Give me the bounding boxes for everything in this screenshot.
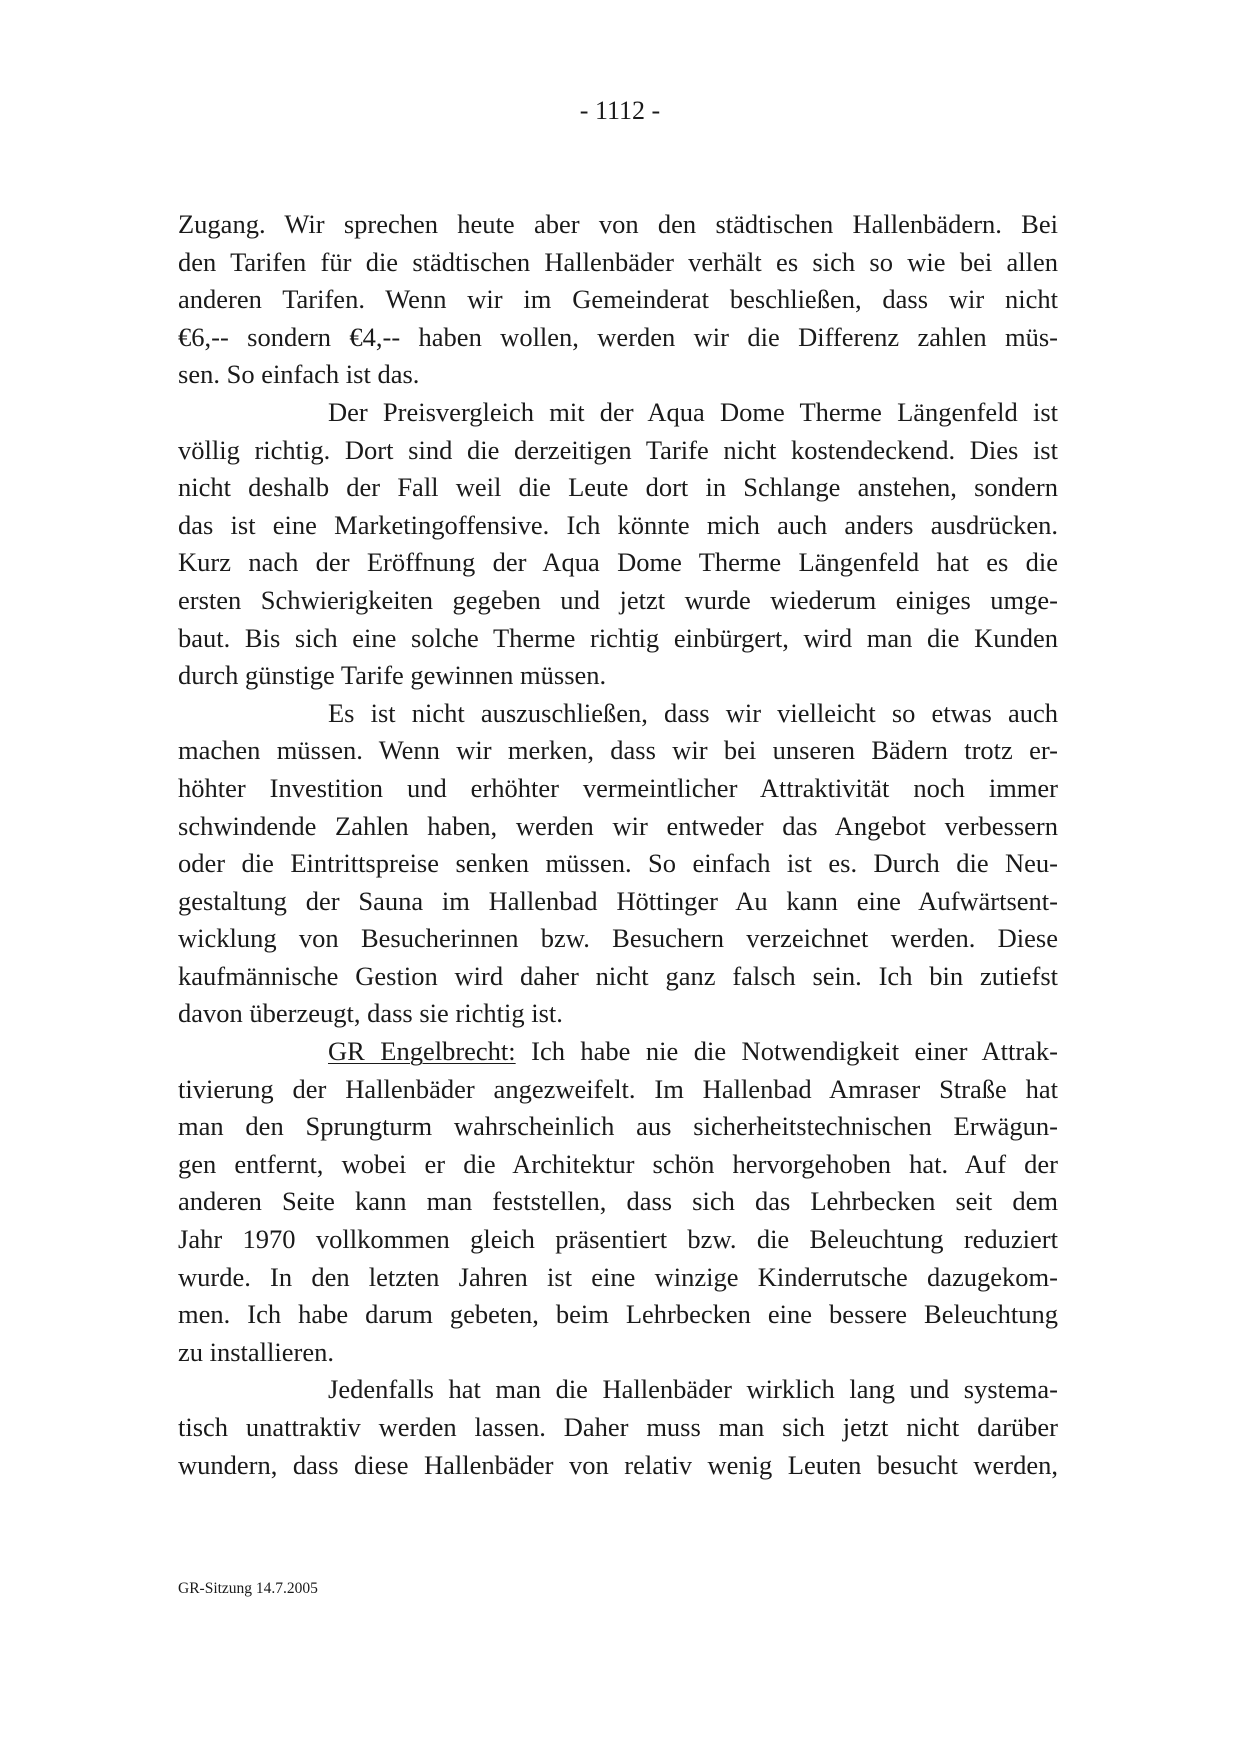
text-line: nicht deshalb der Fall weil die Leute dort in Schlange anstehen, sondern xyxy=(178,472,1058,503)
text-line: man den Sprungturm wahrscheinlich aus sicherheitstechnischen Erwägun- xyxy=(178,1111,1058,1142)
text-line: Es ist nicht auszuschließen, dass wir vielleicht so etwas auch xyxy=(328,697,1058,728)
footer-session-label: GR-Sitzung 14.7.2005 xyxy=(178,1580,318,1597)
text-line: Jedenfalls hat man die Hallenbäder wirklich lang und systema- xyxy=(328,1374,1058,1405)
text-line: höhter Investition und erhöhter vermeintlicher Attraktivität noch immer xyxy=(178,772,1058,803)
text-line: baut. Bis sich eine solche Therme richtig einbürgert, wird man die Kunden xyxy=(178,622,1058,653)
text-line: wurde. In den letzten Jahren ist eine winzige Kinderrutsche dazugekom- xyxy=(178,1261,1058,1292)
text-line: völlig richtig. Dort sind die derzeitigen Tarife nicht kostendeckend. Dies ist xyxy=(178,434,1058,465)
text-line: anderen Tarifen. Wenn wir im Gemeinderat beschließen, dass wir nicht xyxy=(178,284,1058,315)
text-line: tivierung der Hallenbäder angezweifelt. Im Hallenbad Amraser Straße hat xyxy=(178,1073,1058,1104)
text-line: gen entfernt, wobei er die Architektur schön hervorgehoben hat. Auf der xyxy=(178,1148,1058,1179)
text-line: kaufmännische Gestion wird daher nicht ganz falsch sein. Ich bin zutiefst xyxy=(178,960,1058,991)
text-line: ersten Schwierigkeiten gegeben und jetzt wurde wiederum einiges umge- xyxy=(178,584,1058,615)
text-line: davon überzeugt, dass sie richtig ist. xyxy=(178,998,563,1029)
page-number: - 1112 - xyxy=(579,96,661,125)
text-line: €6,-- sondern €4,-- haben wollen, werden wir die Differenz zahlen müs- xyxy=(178,321,1058,352)
text-line: wundern, dass diese Hallenbäder von relativ wenig Leuten besucht werden, xyxy=(178,1449,1058,1480)
text-line: Der Preisvergleich mit der Aqua Dome Therme Längenfeld ist xyxy=(328,396,1058,427)
text-line: gestaltung der Sauna im Hallenbad Höttinger Au kann eine Aufwärtsent- xyxy=(178,885,1058,916)
speaker-line xyxy=(178,1033,1058,1071)
text-line: Jahr 1970 vollkommen gleich präsentiert bzw. die Beleuchtung reduziert xyxy=(178,1224,1058,1255)
speaker-name: GR Engelbrecht: xyxy=(328,1036,516,1067)
text-line: das ist eine Marketingoffensive. Ich könnte mich auch anders ausdrücken. xyxy=(178,509,1058,540)
text-line: machen müssen. Wenn wir merken, dass wir bei unseren Bädern trotz er- xyxy=(178,735,1058,766)
text-line: tisch unattraktiv werden lassen. Daher muss man sich jetzt nicht darüber xyxy=(178,1412,1058,1442)
text-line: oder die Eintrittspreise senken müssen. So einfach ist es. Durch die Neu- xyxy=(178,848,1058,879)
body-text xyxy=(178,206,1058,1484)
text-line: men. Ich habe darum gebeten, beim Lehrbecken eine bessere Beleuchtung xyxy=(178,1299,1058,1330)
text-line: Zugang. Wir sprechen heute aber von den städtischen Hallenbädern. Bei xyxy=(178,209,1058,239)
text-line: durch günstige Tarife gewinnen müssen. xyxy=(178,660,607,691)
text-line: sen. So einfach ist das. xyxy=(178,359,420,390)
text-line: schwindende Zahlen haben, werden wir entweder das Angebot verbessern xyxy=(178,810,1058,841)
text-line: Kurz nach der Eröffnung der Aqua Dome Therme Längenfeld hat es die xyxy=(178,547,1058,578)
text-line: den Tarifen für die städtischen Hallenbäder verhält es sich so wie bei allen xyxy=(178,246,1058,277)
text-line: anderen Seite kann man feststellen, dass sich das Lehrbecken seit dem xyxy=(178,1186,1058,1217)
text-line: zu installieren. xyxy=(178,1336,334,1367)
speaker-line-text: Ich habe nie die Notwendigkeit einer Attrak- xyxy=(515,1036,1058,1067)
text-line: wicklung von Besucherinnen bzw. Besuchern verzeichnet werden. Diese xyxy=(178,923,1058,954)
